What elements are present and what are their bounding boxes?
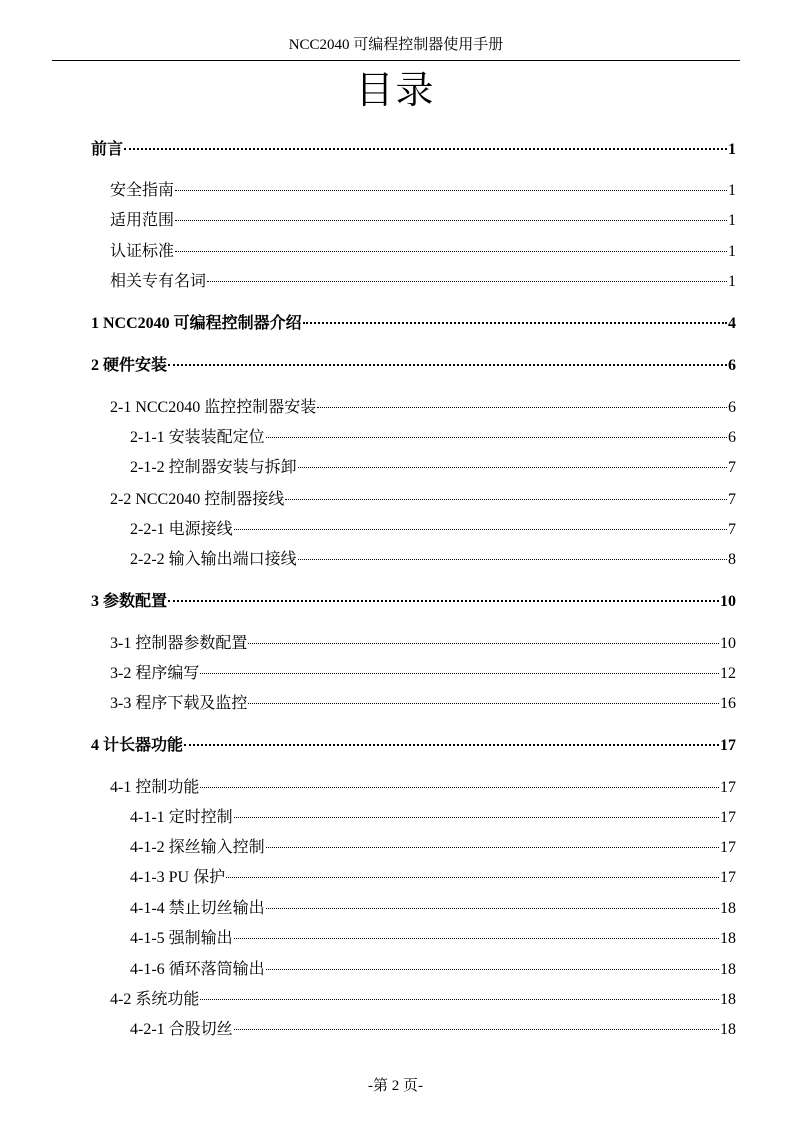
toc-entry[interactable] <box>110 240 736 264</box>
toc-entry-page: 18 <box>720 1021 736 1038</box>
toc-entry[interactable] <box>130 1018 736 1042</box>
toc-entry-page: 6 <box>728 357 736 374</box>
toc-entry[interactable] <box>110 209 736 233</box>
toc-entry[interactable] <box>110 776 736 800</box>
toc-entry[interactable] <box>110 662 736 686</box>
toc-entry-page: 6 <box>728 399 736 416</box>
toc-leader-dots <box>298 467 727 468</box>
toc-entry-label: 1 NCC2040 可编程控制器介绍 <box>91 315 302 332</box>
toc-entry[interactable] <box>130 958 736 982</box>
toc-leader-dots <box>234 529 727 530</box>
toc-entry-label: 4-1-3 PU 保护 <box>130 869 226 886</box>
page-title: 目录 <box>355 68 436 112</box>
toc-entry-label: 2-1-1 安装装配定位 <box>130 429 265 446</box>
toc-entry-label: 4 计长器功能 <box>91 737 184 754</box>
toc-entry-label: 相关专有名词 <box>110 273 207 290</box>
toc-entry-page: 17 <box>720 869 736 886</box>
toc-entry-label: 安全指南 <box>110 182 175 199</box>
toc-leader-dots <box>298 559 727 560</box>
toc-leader-dots <box>285 499 727 500</box>
toc-entry-label: 2-2-2 输入输出端口接线 <box>130 551 297 568</box>
toc-entry-label: 4-2 系统功能 <box>110 991 200 1008</box>
toc-entry-page: 1 <box>728 141 736 158</box>
toc-entry-label: 3-3 程序下载及监控 <box>110 695 248 712</box>
toc-entry-page: 16 <box>720 695 736 712</box>
toc-entry-label: 认证标准 <box>110 243 175 260</box>
toc-leader-dots <box>248 703 719 704</box>
toc-entry-label: 3 参数配置 <box>91 593 168 610</box>
toc-entry[interactable] <box>130 927 736 951</box>
toc-entry-page: 17 <box>720 839 736 856</box>
toc-leader-dots <box>200 673 719 674</box>
toc-entry-page: 18 <box>720 900 736 917</box>
toc-entry[interactable] <box>110 692 736 716</box>
toc-leader-dots <box>234 817 719 818</box>
toc-entry-label: 2-1-2 控制器安装与拆卸 <box>130 459 297 476</box>
toc-entry[interactable] <box>130 806 736 830</box>
header-rule <box>52 60 740 61</box>
toc-entry-page: 17 <box>720 737 736 754</box>
toc-entry[interactable] <box>110 632 736 656</box>
toc-entry-page: 18 <box>720 961 736 978</box>
toc-leader-dots <box>175 220 727 221</box>
toc-entry-label: 4-1-2 探丝输入控制 <box>130 839 265 856</box>
toc-leader-dots <box>266 437 727 438</box>
toc-entry[interactable] <box>130 456 736 480</box>
toc-leader-dots <box>200 999 719 1000</box>
toc-leader-dots <box>266 908 719 909</box>
toc-leader-dots <box>207 281 727 282</box>
toc-entry-page: 10 <box>720 593 736 610</box>
toc-entry-page: 1 <box>728 243 736 260</box>
toc-entry-page: 1 <box>728 182 736 199</box>
toc-entry-label: 4-1-1 定时控制 <box>130 809 233 826</box>
toc-leader-dots <box>317 407 727 408</box>
toc-leader-dots <box>168 364 727 366</box>
toc-entry-label: 2-2-1 电源接线 <box>130 521 233 538</box>
toc-entry-page: 7 <box>728 521 736 538</box>
toc-entry-label: 2-2 NCC2040 控制器接线 <box>110 491 285 508</box>
toc-entry-label: 4-1-4 禁止切丝输出 <box>130 900 265 917</box>
toc-entry-page: 1 <box>728 212 736 229</box>
toc-entry-page: 7 <box>728 491 736 508</box>
toc-entry-page: 1 <box>728 273 736 290</box>
toc-entry-label: 4-2-1 合股切丝 <box>130 1021 233 1038</box>
toc-entry[interactable] <box>130 426 736 450</box>
toc-entry-label: 4-1 控制功能 <box>110 779 200 796</box>
toc-entry-page: 10 <box>720 635 736 652</box>
toc-entry[interactable] <box>130 866 736 890</box>
toc-leader-dots <box>266 969 719 970</box>
toc-entry-page: 4 <box>728 315 736 332</box>
toc-entry[interactable] <box>110 488 736 512</box>
toc-entry[interactable] <box>130 897 736 921</box>
toc-entry[interactable] <box>91 354 736 378</box>
toc-entry-label: 3-2 程序编写 <box>110 665 200 682</box>
toc-leader-dots <box>168 600 719 602</box>
toc-entry[interactable] <box>130 548 736 572</box>
toc-entry-page: 12 <box>720 665 736 682</box>
toc-leader-dots <box>124 148 727 150</box>
toc-leader-dots <box>200 787 719 788</box>
toc-entry-page: 18 <box>720 930 736 947</box>
toc-entry-label: 2-1 NCC2040 监控控制器安装 <box>110 399 317 416</box>
toc-entry[interactable] <box>110 988 736 1012</box>
toc-entry-page: 17 <box>720 779 736 796</box>
toc-leader-dots <box>226 877 719 878</box>
toc-entry-page: 18 <box>720 991 736 1008</box>
toc-entry[interactable] <box>91 138 736 162</box>
toc-entry[interactable] <box>110 270 736 294</box>
page-footer: -第 2 页- <box>368 1078 423 1094</box>
toc-leader-dots <box>303 322 727 324</box>
toc-leader-dots <box>175 190 727 191</box>
toc-entry[interactable] <box>110 396 736 420</box>
toc-leader-dots <box>266 847 719 848</box>
toc-leader-dots <box>234 1029 719 1030</box>
toc-entry-page: 7 <box>728 459 736 476</box>
toc-entry[interactable] <box>91 590 736 614</box>
toc-entry[interactable] <box>130 518 736 542</box>
toc-leader-dots <box>248 643 719 644</box>
toc-entry-label: 4-1-6 循环落筒输出 <box>130 961 265 978</box>
toc-entry[interactable] <box>91 734 736 758</box>
toc-entry-page: 8 <box>728 551 736 568</box>
toc-entry-label: 3-1 控制器参数配置 <box>110 635 248 652</box>
toc-leader-dots <box>234 938 719 939</box>
page-header: NCC2040 可编程控制器使用手册 <box>288 37 504 53</box>
toc-entry-page: 17 <box>720 809 736 826</box>
toc-entry[interactable] <box>130 836 736 860</box>
toc-entry[interactable] <box>110 179 736 203</box>
toc-entry[interactable] <box>91 312 736 336</box>
toc-leader-dots <box>184 744 719 746</box>
toc-entry-label: 4-1-5 强制输出 <box>130 930 233 947</box>
toc-entry-label: 2 硬件安装 <box>91 357 168 374</box>
toc-leader-dots <box>175 251 727 252</box>
toc-entry-label: 适用范围 <box>110 212 175 229</box>
toc-entry-label: 前言 <box>91 141 124 158</box>
toc-entry-page: 6 <box>728 429 736 446</box>
